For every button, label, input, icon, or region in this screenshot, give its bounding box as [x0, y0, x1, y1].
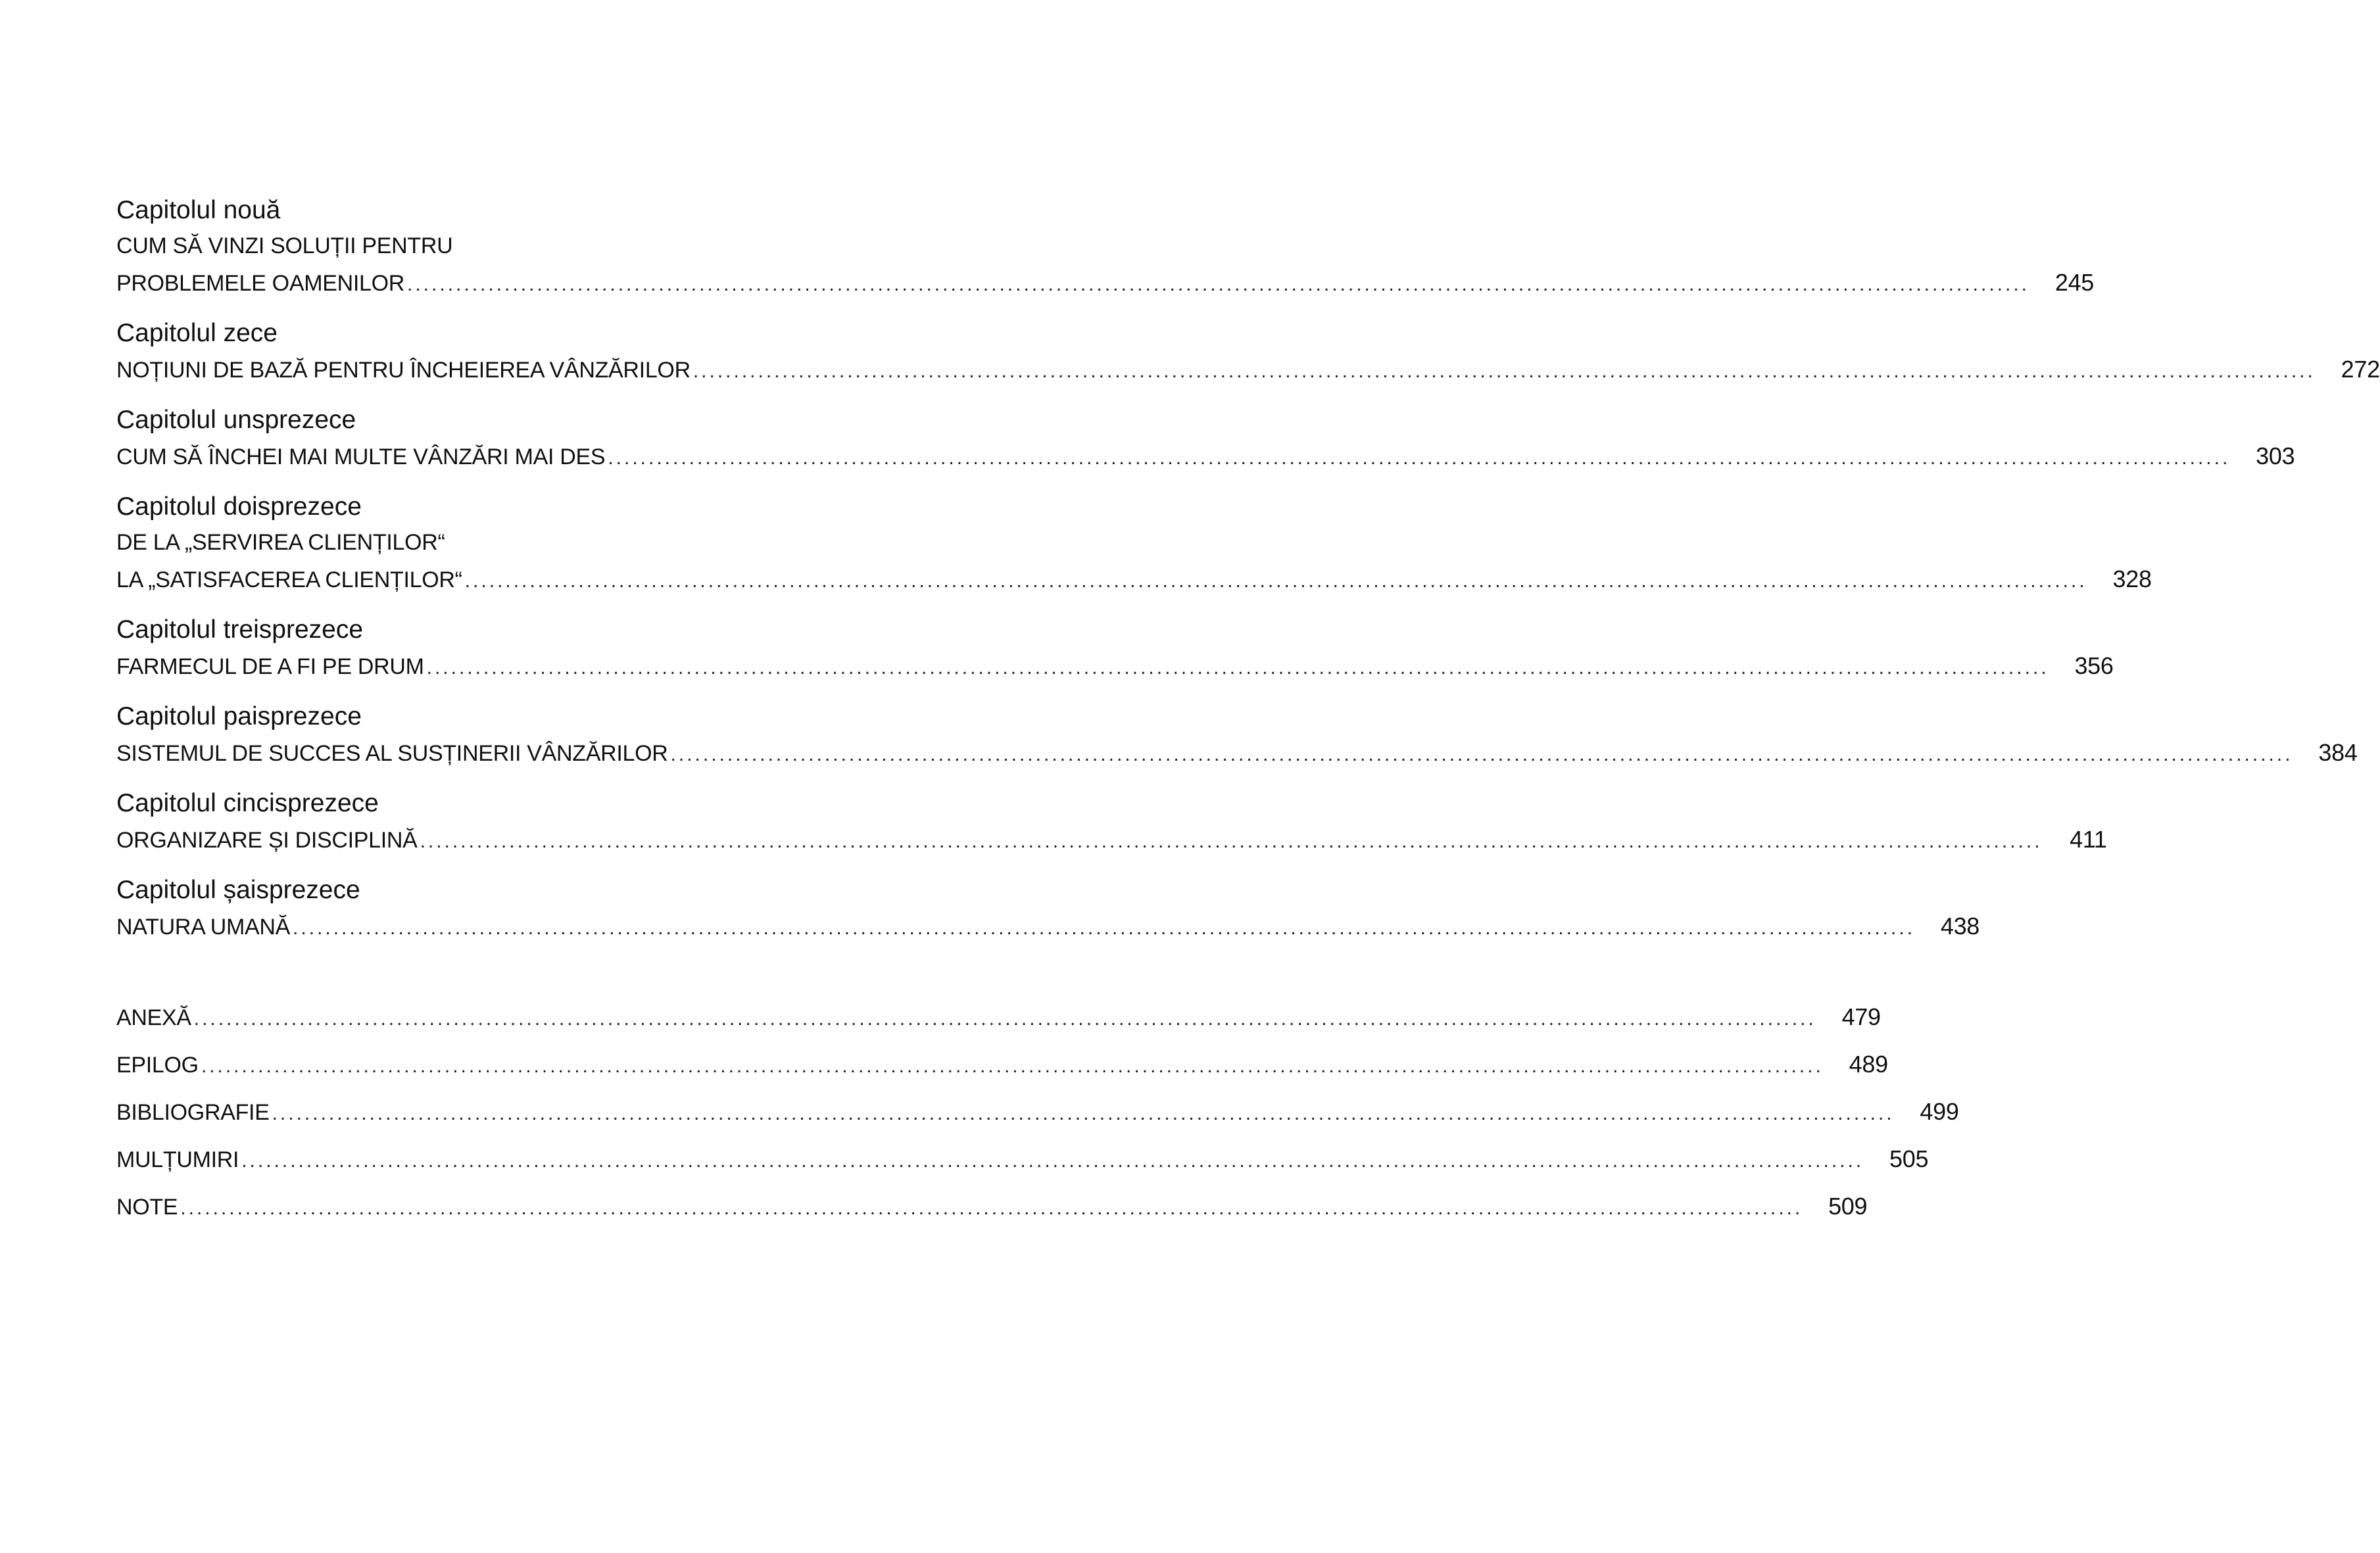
dot-leader: ........................................................................................................................................................................................................ — [464, 570, 2087, 592]
page-number: 356 — [2074, 652, 2114, 679]
chapter-title-entry — [116, 734, 2358, 771]
dot-leader: ........................................................................................................................................................................................................ — [193, 1008, 1816, 1030]
dot-leader: ........................................................................................................................................................................................................ — [670, 744, 2293, 765]
chapter-label: Capitolul paisprezece — [116, 702, 362, 730]
chapter-entry — [116, 489, 2152, 597]
appendix-entry — [116, 1041, 1888, 1088]
page-number: 505 — [1889, 1145, 1929, 1172]
chapter-label: Capitolul nouă — [116, 196, 281, 224]
chapter-entry — [116, 192, 2095, 300]
chapter-title: FARMECUL DE A FI PE DRUM — [116, 654, 424, 679]
chapter-title-line: DE LA „SERVIREA CLIENȚILOR“ — [116, 530, 445, 555]
chapter-title-entry — [116, 821, 2107, 857]
page-number: 245 — [2054, 269, 2095, 296]
chapter-title: NATURA UMANĂ — [116, 915, 291, 940]
table-of-contents — [116, 192, 2380, 1230]
appendix-list — [116, 993, 1959, 1230]
chapter-label: Capitolul doisprezece — [116, 492, 362, 521]
page-number: 499 — [1920, 1098, 1959, 1125]
chapter-label: Capitolul unsprezece — [116, 406, 356, 434]
dot-leader: ........................................................................................................................................................................................................ — [608, 447, 2231, 469]
dot-leader: ........................................................................................................................................................................................................ — [293, 917, 1916, 939]
dot-leader: ........................................................................................................................................................................................................ — [426, 657, 2049, 679]
chapter-label: Capitolul șaisprezece — [116, 876, 360, 904]
appendix-title: BIBLIOGRAFIE — [116, 1100, 270, 1125]
chapter-entry — [116, 698, 2358, 771]
appendix-entry — [116, 1183, 1868, 1230]
dot-leader: ........................................................................................................................................................................................................ — [407, 274, 2030, 295]
chapter-title: SISTEMUL DE SUCCES AL SUSȚINERII VÂNZĂRILOR — [116, 741, 668, 766]
appendix-entry — [116, 1088, 1959, 1135]
chapter-title-entry — [116, 438, 2295, 474]
chapter-list — [116, 192, 2380, 944]
appendix-entry — [116, 993, 1881, 1041]
page-number: 411 — [2070, 826, 2107, 853]
dot-leader: ........................................................................................................................................................................................................ — [201, 1055, 1824, 1077]
chapter-label: Capitolul zece — [116, 319, 278, 347]
chapter-title-entry — [116, 561, 2152, 597]
chapter-title-line: CUM SĂ VINZI SOLUȚII PENTRU — [116, 233, 453, 258]
chapter-title-entry — [116, 908, 1980, 944]
chapter-title: CUM SĂ ÎNCHEI MAI MULTE VÂNZĂRI MAI DES — [116, 444, 606, 469]
appendix-entry — [116, 1135, 1929, 1183]
chapter-title: LA „SATISFACEREA CLIENȚILOR“ — [116, 567, 462, 592]
appendix-title: ANEXĂ — [116, 1005, 191, 1030]
dot-leader: ........................................................................................................................................................................................................ — [272, 1103, 1895, 1124]
chapter-title-entry — [116, 648, 2114, 684]
chapter-entry — [116, 315, 2380, 387]
appendix-title: MULȚUMIRI — [116, 1147, 239, 1172]
page-number: 328 — [2112, 565, 2152, 592]
chapter-title: NOȚIUNI DE BAZĂ PENTRU ÎNCHEIEREA VÂNZĂRILOR — [116, 358, 691, 383]
page-number: 272 — [2341, 356, 2380, 383]
dot-leader: ........................................................................................................................................................................................................ — [420, 830, 2043, 852]
page-number: 384 — [2318, 739, 2358, 766]
chapter-label: Capitolul treisprezece — [116, 615, 364, 644]
page-number: 509 — [1828, 1193, 1868, 1220]
chapter-title: PROBLEMELE OAMENILOR — [116, 271, 405, 296]
chapter-entry — [116, 785, 2107, 857]
chapter-label: Capitolul cincisprezece — [116, 789, 379, 817]
dot-leader: ........................................................................................................................................................................................................ — [180, 1197, 1803, 1219]
appendix-title: EPILOG — [116, 1053, 199, 1078]
page-number: 479 — [1841, 1003, 1881, 1030]
page-number: 438 — [1940, 913, 1980, 940]
chapter-entry — [116, 611, 2114, 684]
page-number: 489 — [1849, 1051, 1888, 1078]
chapter-entry — [116, 872, 1980, 944]
appendix-title: NOTE — [116, 1195, 178, 1220]
dot-leader: ........................................................................................................................................................................................................ — [241, 1150, 1864, 1172]
chapter-title-entry — [116, 264, 2095, 300]
chapter-title-entry — [116, 351, 2380, 387]
chapter-title: ORGANIZARE ȘI DISCIPLINĂ — [116, 828, 418, 853]
dot-leader: ........................................................................................................................................................................................................ — [692, 360, 2316, 382]
page-number: 303 — [2256, 442, 2295, 469]
chapter-entry — [116, 402, 2295, 474]
